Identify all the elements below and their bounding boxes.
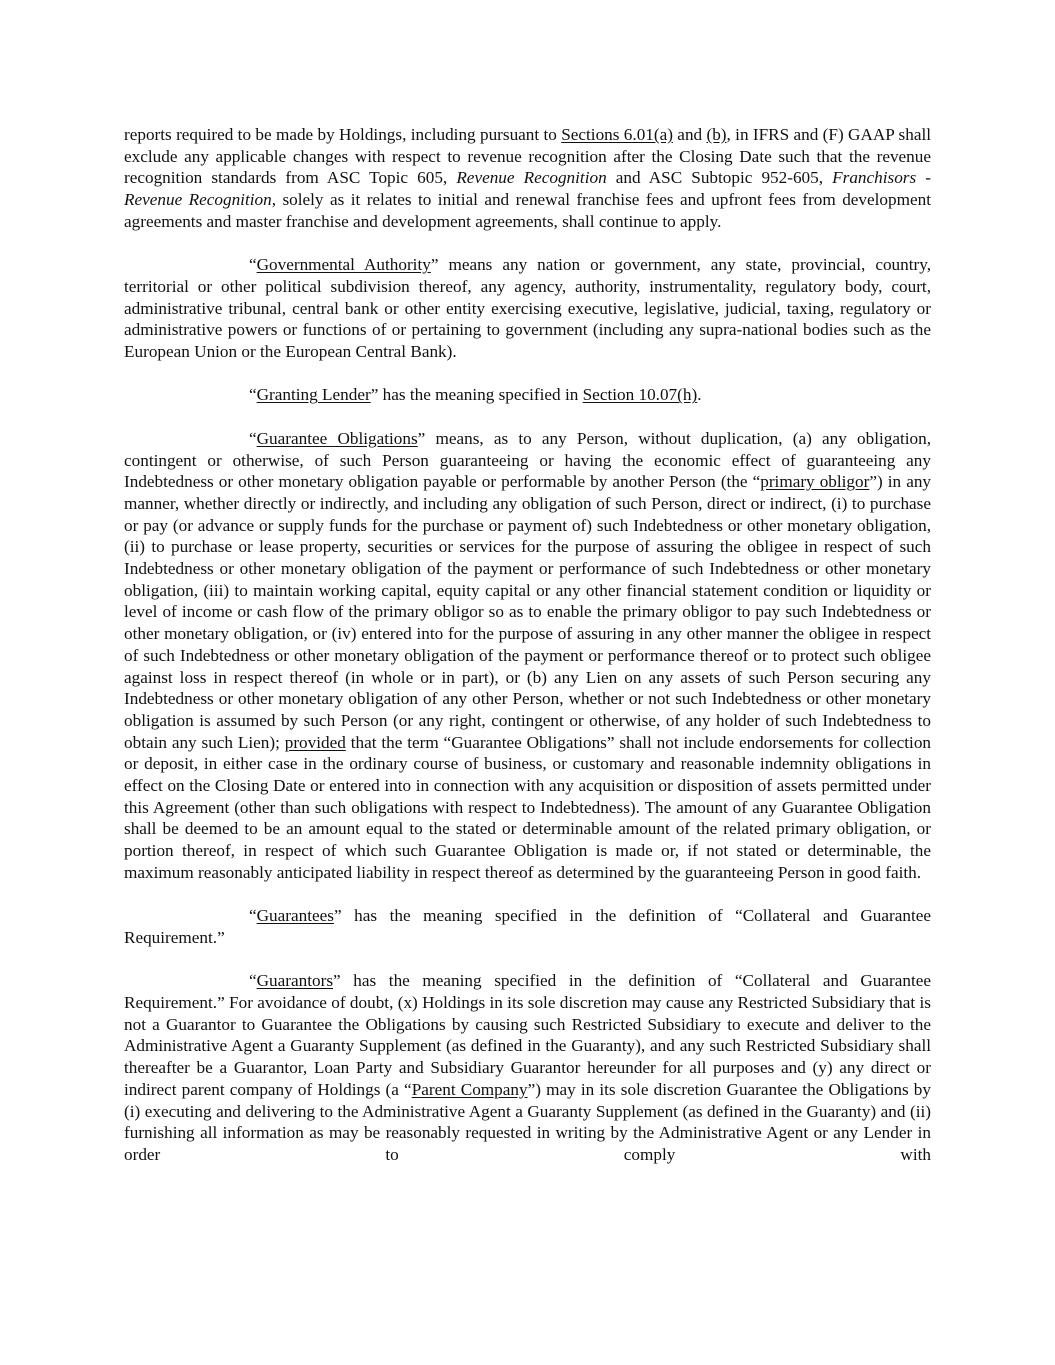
document-page (124, 124, 931, 1166)
text-run: ” means any nation or government, any state, provincial, country, territorial or other political subdivision thereof, any agency, authority, instrumentality, regulatory body, court, administrative tribunal, central bank or other entity exercising executive, legislative, judicial, taxing, regulatory or administrative powers or functions of or pertaining to government (including any supra-national bodies such as the European Union or the European Central Bank). (124, 255, 931, 362)
text-run: “ (249, 255, 257, 275)
definition-granting-lender (124, 384, 931, 406)
defined-term-guarantee-obligations: Guarantee Obligations (256, 428, 418, 448)
definition-guarantee-obligations (124, 428, 931, 884)
text-run: ”) in any manner, whether directly or indirectly, and including any obligation of such Person, direct or indirect, (i) to purchase or pay (or advance or supply funds for the purchase or payment of) such Indebtedness or other monetary obligation, (ii) to purchase or lease property, securities or services for the purpose of assuring the obligee in respect of such Indebtedness or other monetary obligation of the payment or performance of such Indebtedness or other monetary obligation, (iii) to maintain working capital, equity capital or any other financial statement condition or liquidity or level of income or cash flow of the primary obligor so as to enable the primary obligor to pay such Indebtedness or other monetary obligation, or (iv) entered into for the purpose of assuring in any other manner the obligee in respect of such Indebtedness or other monetary obligation of the payment or performance thereof or to protect such obligee against loss in respect thereof (in whole or in part), or (b) any Lien on any assets of such Person securing any Indebtedness or other monetary obligation of any other Person, whether or not such Indebtedness or other monetary obligation is assumed by such Person (or any right, contingent or otherwise, of any holder of such Indebtedness to obtain any such Lien); (124, 472, 932, 752)
text-run: “ (249, 428, 257, 448)
definition-guarantees (124, 905, 931, 948)
definition-governmental-authority (124, 254, 931, 363)
section-reference-6-01a: Sections 6.01(a) (561, 125, 673, 144)
italic-term-franchisors: Franchisors - Revenue Recognition (124, 168, 931, 210)
text-run: ”) may in its sole discretion Guarantee the Obligations by (i) executing and delivering to the Administrative Agent a Guaranty Supplement (as defined in the Guaranty) and (ii) furnishing all information as may be reasonably requested in writing by the Administrative Agent or any Lender in order to comply with (124, 1079, 931, 1164)
text-run: , in IFRS and (F) GAAP shall exclude any applicable changes with respect to revenue recognition after the Closing Date such that the revenue recognition standards from ASC Topic 605, (124, 125, 931, 188)
text-run: that the term “Guarantee Obligations” shall not include endorsements for collection or deposit, in either case in the ordinary course of business, or customary and reasonable indemnity obligations in effect on the Closing Date or entered into in connection with any acquisition or disposition of assets permitted under this Agreement (other than such obligations with respect to Indebtedness). The amount of any Guarantee Obligation shall be deemed to be an amount equal to the stated or determinable amount of the related primary obligation, or portion thereof, in respect of which such Guarantee Obligation is made or, if not stated or determinable, the maximum reasonably anticipated liability in respect thereof as determined by the guaranteeing Person in good faith. (124, 732, 932, 882)
defined-term-parent-company: Parent Company (411, 1079, 528, 1099)
italic-term-revenue-recognition: Revenue Recognition (456, 168, 607, 188)
text-run: reports required to be made by Holdings, including pursuant to (124, 125, 562, 144)
defined-term-guarantees: Guarantees (256, 906, 334, 926)
paragraph-gaap-continuation (124, 124, 931, 233)
text-run: “ (249, 385, 257, 405)
text-run: . (697, 385, 702, 405)
text-run: “ (249, 971, 257, 991)
text-run: and (672, 125, 707, 144)
section-reference-b: (b) (706, 125, 727, 144)
definition-guarantors (124, 970, 931, 1165)
text-run: ” has the meaning specified in (370, 385, 583, 405)
defined-term-governmental-authority: Governmental Authority (256, 255, 431, 275)
text-run: ” means, as to any Person, without duplication, (a) any obligation, contingent or otherwise, of such Person guaranteeing or having the economic effect of guaranteeing any Indebtedness or other monetary obligation payable or performable by another Person (the “ (124, 428, 931, 492)
provided-keyword: provided (284, 732, 346, 752)
text-run: ” has the meaning specified in the definition of “Collateral and Guarantee Requirement.” For avoidance of doubt, (x) Holdings in its sole discretion may cause any Restricted Subsidiary that is not a Guarantor to Guarantee the Obligations by causing such Restricted Subsidiary to execute and deliver to the Administrative Agent a Guaranty Supplement (as defined in the Guaranty), and any such Restricted Subsidiary shall thereafter be a Guarantor, Loan Party and Subsidiary Guarantor hereunder for all purposes and (y) any direct or indirect parent company of Holdings (a “ (124, 971, 931, 1099)
text-run: and ASC Subtopic 952-605, (606, 168, 833, 188)
section-reference-10-07h: Section 10.07(h) (582, 385, 698, 405)
text-run: ” has the meaning specified in the definition of “Collateral and Guarantee Requirement.” (124, 906, 931, 947)
text-run: , solely as it relates to initial and renewal franchise fees and upfront fees from development agreements and master franchise and development agreements, shall continue to apply. (124, 190, 931, 231)
defined-term-primary-obligor: primary obligor (760, 472, 870, 492)
text-run: “ (249, 906, 257, 926)
defined-term-guarantors: Guarantors (256, 971, 334, 991)
defined-term-granting-lender: Granting Lender (256, 385, 371, 405)
